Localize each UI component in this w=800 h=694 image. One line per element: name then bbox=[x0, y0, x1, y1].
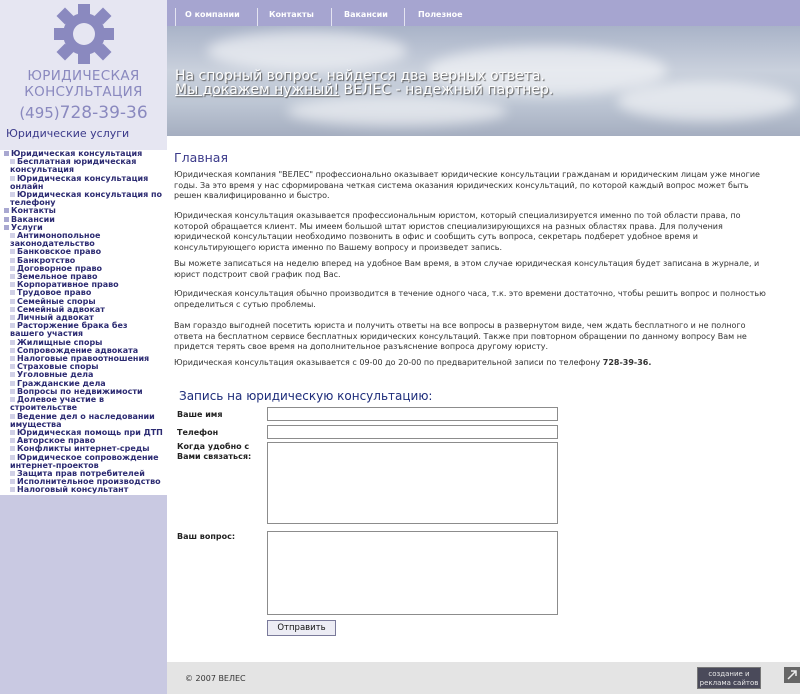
copyright: © 2007 ВЕЛЕС bbox=[185, 674, 246, 683]
menu-item-label: Контакты bbox=[11, 206, 56, 216]
menu-item-label: Юридическая консультация bbox=[11, 149, 143, 158]
bullet-icon bbox=[10, 487, 15, 492]
menu-item-label: Семейный адвокат bbox=[17, 304, 105, 314]
time-label: Когда удобно с Вами связаться: bbox=[177, 442, 252, 461]
cloud-shape bbox=[617, 81, 797, 121]
bullet-icon bbox=[10, 471, 15, 476]
cloud-shape bbox=[207, 31, 407, 71]
bullet-icon bbox=[4, 208, 9, 213]
page-title: Главная bbox=[174, 150, 228, 165]
bullet-icon bbox=[10, 249, 15, 254]
nav-useful[interactable]: Полезное bbox=[418, 10, 463, 19]
cloud-shape bbox=[287, 96, 507, 126]
bullet-icon bbox=[10, 176, 15, 181]
bullet-icon bbox=[10, 282, 15, 287]
bullet-icon bbox=[10, 274, 15, 279]
slogan-line2 bbox=[175, 82, 553, 98]
menu-item-label: Земельное право bbox=[17, 272, 98, 282]
badge-line2: реклама сайтов bbox=[699, 679, 759, 687]
menu-item-label: Юридическая консультация по телефону bbox=[10, 190, 163, 208]
submenu-item[interactable] bbox=[0, 454, 167, 470]
nav-contacts[interactable]: Контакты bbox=[269, 10, 314, 19]
menu-item-label: Юридическое сопровождение интернет-проектов bbox=[10, 452, 159, 470]
menu-item-label: Личный адвокат bbox=[17, 313, 94, 323]
nav-separator bbox=[257, 8, 258, 26]
menu-item-label: Вакансии bbox=[11, 214, 55, 224]
nav-about[interactable]: О компании bbox=[185, 10, 240, 19]
company-name bbox=[0, 68, 167, 100]
footer bbox=[167, 662, 800, 694]
menu-item-label: Гражданские дела bbox=[17, 378, 106, 388]
bullet-icon bbox=[10, 414, 15, 419]
menu-item-label: Бесплатная юридическая консультация bbox=[10, 157, 137, 175]
bullet-icon bbox=[4, 217, 9, 222]
bullet-icon bbox=[10, 299, 15, 304]
bullet-icon bbox=[10, 159, 15, 164]
services-menu bbox=[0, 150, 167, 495]
menu-item-label: Конфликты интернет-среды bbox=[17, 444, 150, 454]
paragraph: Вы можете записаться на неделю вперед на удобное Вам время, в этом случае юридическая консультация будет записана в журнале, и юрист подстроит свой график под Вас. bbox=[174, 259, 760, 279]
menu-item-label: Налоговые правоотношения bbox=[17, 354, 150, 364]
menu-item-label: Юридическая помощь при ДТП bbox=[17, 427, 163, 437]
bullet-icon bbox=[10, 348, 15, 353]
nav-vacancies[interactable]: Вакансии bbox=[344, 10, 388, 19]
bullet-icon bbox=[4, 151, 9, 156]
nav-separator bbox=[404, 8, 405, 26]
gear-logo-icon bbox=[45, 2, 123, 66]
menu-item-label: Банкротство bbox=[17, 255, 76, 265]
submit-button[interactable]: Отправить bbox=[267, 620, 336, 636]
bullet-icon bbox=[10, 479, 15, 484]
bullet-icon bbox=[10, 372, 15, 377]
nav-separator bbox=[331, 8, 332, 26]
menu-item-label: Налоговый консультант bbox=[17, 485, 129, 495]
bullet-icon bbox=[10, 455, 15, 460]
menu-item-label: Банковское право bbox=[17, 247, 102, 257]
name-input[interactable] bbox=[267, 407, 558, 421]
main-content bbox=[167, 136, 800, 662]
schedule-phone: 728-39-36. bbox=[602, 358, 652, 367]
form-title: Запись на юридическую консультацию: bbox=[179, 389, 433, 403]
menu-item-label: Жилищные споры bbox=[17, 337, 103, 347]
menu-item-label: Страховые споры bbox=[17, 362, 99, 372]
submenu-item[interactable] bbox=[0, 175, 167, 191]
bullet-icon bbox=[10, 266, 15, 271]
menu-item-label: Трудовое право bbox=[17, 288, 92, 298]
menu-item-label: Корпоративное право bbox=[17, 280, 119, 290]
menu-item-label: Авторское право bbox=[17, 436, 96, 446]
paragraph: Юридическая консультация обычно производится в течение одного часа, т.к. это времени достаточно, чтобы решить вопрос и полностью определиться с сутью проблемы. bbox=[174, 289, 766, 309]
menu-item-label: Вопросы по недвижимости bbox=[17, 386, 143, 396]
submenu-item[interactable] bbox=[0, 322, 167, 338]
menu-item-label: Услуги bbox=[11, 222, 43, 232]
paragraph: Юридическая консультация оказывается профессиональным юристом, который специализируется именно по той области права, по которой обращается клиент. Мы имеем большой штат юристов специализирующихся на разных областях права. Для получения юридической консультации необходимо позвонить в офис и сообщить суть вопроса, секретарь подберет удобное время и консультирующего юриста именно по Вашему вопросу и произведет запись. bbox=[174, 211, 741, 252]
schedule-text bbox=[174, 358, 774, 369]
bullet-icon bbox=[10, 356, 15, 361]
bullet-icon bbox=[10, 381, 15, 386]
submenu-item[interactable] bbox=[0, 413, 167, 429]
schedule-label: Юридическая консультация оказывается с 09-00 до 20-00 по предварительной записи по телефону bbox=[174, 358, 603, 367]
bullet-icon bbox=[10, 446, 15, 451]
bullet-icon bbox=[10, 340, 15, 345]
developer-badge[interactable] bbox=[697, 667, 761, 689]
question-textarea[interactable] bbox=[267, 531, 558, 615]
phone-number: 728-39-36 bbox=[59, 103, 148, 123]
corner-arrow-icon[interactable] bbox=[784, 667, 800, 683]
submenu-item[interactable] bbox=[0, 232, 167, 248]
submenu-item[interactable] bbox=[0, 191, 167, 207]
logo-area bbox=[0, 0, 167, 150]
bullet-icon bbox=[10, 233, 15, 238]
menu-item-label: Договорное право bbox=[17, 263, 103, 273]
submenu-item[interactable] bbox=[0, 486, 167, 494]
menu-item-label: Антимонопольное законодательство bbox=[10, 231, 101, 249]
name-label: Ваше имя bbox=[177, 410, 223, 419]
bullet-icon bbox=[10, 307, 15, 312]
left-sidebar bbox=[0, 0, 167, 694]
menu-item-label: Сопровождение адвоката bbox=[17, 345, 139, 355]
bullet-icon bbox=[10, 364, 15, 369]
bullet-icon bbox=[10, 315, 15, 320]
menu-item-label: Семейные споры bbox=[17, 296, 96, 306]
top-navigation bbox=[167, 0, 800, 26]
submenu-item[interactable] bbox=[0, 396, 167, 412]
menu-item-label: Юридическая консультация онлайн bbox=[10, 173, 149, 191]
phone-code: (495) bbox=[19, 104, 60, 122]
bullet-icon bbox=[10, 389, 15, 394]
paragraph: Вам гораздо выгодней посетить юриста и получить ответы на все вопросы в развернутом виде, чем ждать бесплатного и не полного ответа на бесплатном сервисе бесплатных юридических консультаций. Также при повторном обращении по данному вопросу Вам не придется терять свое время на дополнительное разъяснение вопроса другому юристу. bbox=[174, 321, 747, 351]
services-heading: Юридические услуги bbox=[6, 127, 130, 140]
phone-input[interactable] bbox=[267, 425, 558, 439]
bullet-icon bbox=[10, 397, 15, 402]
bullet-icon bbox=[10, 430, 15, 435]
bullet-icon bbox=[10, 258, 15, 263]
phone-label: Телефон bbox=[177, 428, 219, 437]
paragraph: Юридическая компания "ВЕЛЕС" профессионально оказывает юридические консультации гражданам и юридическим лицам уже многие годы. За это время у нас сформирована четкая система оказания юридических консультаций, по которой каждый вопрос может быть решен квалифицированно и быстро. bbox=[174, 170, 760, 200]
company-line1: ЮРИДИЧЕСКАЯ bbox=[27, 68, 140, 84]
bullet-icon bbox=[10, 323, 15, 328]
sky-banner bbox=[167, 26, 800, 136]
menu-item-label: Расторжение брака без вашего участия bbox=[10, 321, 128, 339]
bullet-icon bbox=[10, 438, 15, 443]
menu-item-label: Исполнительное производство bbox=[17, 477, 161, 487]
bullet-icon bbox=[4, 225, 9, 230]
slogan-underlined: Мы докажем нужный! bbox=[175, 82, 340, 98]
slogan-rest: ВЕЛЕС - надежный партнер. bbox=[339, 82, 554, 98]
contact-time-textarea[interactable] bbox=[267, 442, 558, 524]
company-line2: КОНСУЛЬТАЦИЯ bbox=[24, 84, 143, 100]
bullet-icon bbox=[10, 290, 15, 295]
nav-separator bbox=[175, 8, 176, 26]
badge-line1: создание и bbox=[708, 670, 750, 678]
bullet-icon bbox=[10, 192, 15, 197]
question-label: Ваш вопрос: bbox=[177, 532, 236, 541]
header-phone bbox=[0, 103, 167, 123]
slogan-line1: На спорный вопрос, найдется два верных ответа. bbox=[175, 68, 545, 84]
menu-item-label: Защита прав потребителей bbox=[17, 468, 145, 478]
menu-item-label: Уголовные дела bbox=[17, 370, 94, 380]
submenu-item[interactable] bbox=[0, 158, 167, 174]
menu-item-label: Долевое участие в строительстве bbox=[10, 395, 105, 413]
menu-item-label: Ведение дел о наследовании имущества bbox=[10, 411, 155, 429]
